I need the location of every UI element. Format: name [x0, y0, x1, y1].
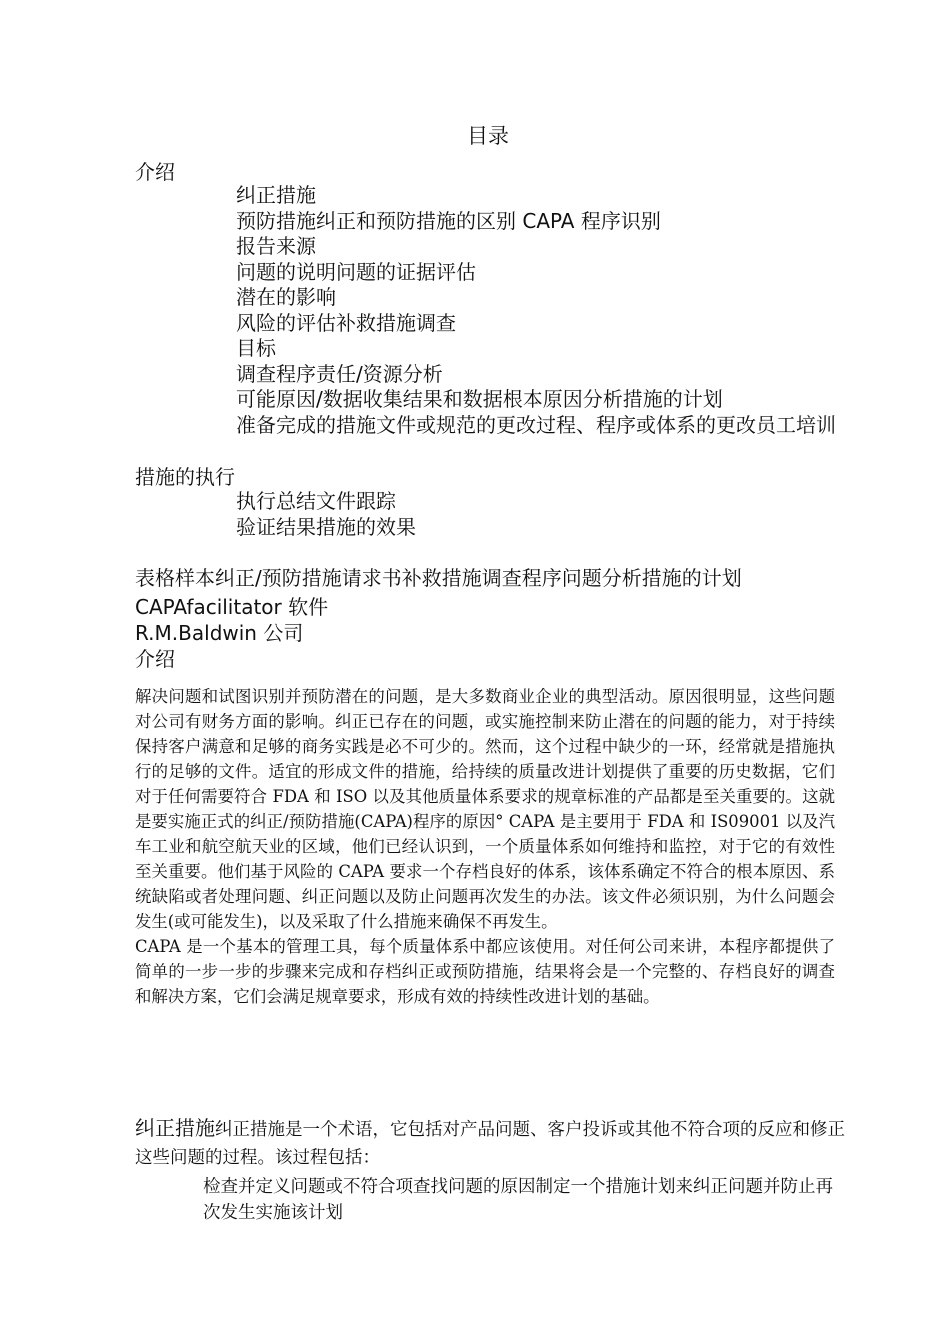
toc-intro-items — [236, 183, 846, 438]
corrective-action-text: 纠正措施是一个术语，它包括对产品问题、客户投诉或其他不符合项的反应和修正这些问题的过程。该过程包括： — [135, 1120, 845, 1168]
toc-section-execution: 措施的执行 — [135, 465, 235, 489]
toc-item: 预防措施纠正和预防措施的区别 CAPA 程序识别 — [236, 208, 661, 233]
toc-item: 目标 — [236, 336, 276, 360]
intro-paragraph-1: 解决问题和试图识别并预防潜在的问题，是大多数商业企业的典型活动。原因很明显，这些问题对公司有财务方面的影响。纠正已存在的问题，或实施控制来防止潜在的问题的能力，对于持续保持客户满意和足够的商务实践是必不可少的。然而，这个过程中缺少的一环，经常就是措施执行的足够的文件。适宜的形成文件的措施，给持续的质量改进计划提供了重要的历史数据，它们对于任何需要符合 FDA 和 ISO 以及其他质量体系要求的规章标准的产品都是至关重要的。这就是要实施正式的纠正/预防措施(CAPA)程序的原因° CAPA 是主要用于 FDA 和 IS09001 以及汽车工业和航空航天业的区域，他们已经认识到，一个质量体系如何维持和监控，对于它的有效性至关重要。他们基于风险的 CAPA 要求一个存档良好的体系，该体系确定不符合的根本原因、系统缺陷或者处理问题、纠正问题以及防止问题再次发生的办法。该文件必须识别，为什么问题会发生(或可能发生)，以及采取了什么措施来确保不再发生。 — [135, 687, 835, 931]
toc-item: 可能原因/数据收集结果和数据根本原因分析措施的计划 — [236, 387, 723, 411]
toc-item: 执行总结文件跟踪 — [236, 489, 396, 513]
toc-item: 风险的评估补救措施调查 — [236, 310, 456, 335]
toc-item: 纠正措施 — [236, 183, 316, 207]
toc-item: 潜在的影响 — [236, 285, 336, 309]
toc-item: 准备完成的措施文件或规范的更改过程、程序或体系的更改员工培训 — [236, 412, 836, 437]
intro-heading: 介绍 — [135, 647, 175, 671]
corrective-action-list: 检查并定义问题或不符合项查找问题的原因制定一个措施计划来纠正问题并防止再次发生实施该计划 — [203, 1177, 833, 1223]
toc-item: 验证结果措施的效果 — [236, 514, 416, 539]
toc-item: 报告来源 — [236, 234, 316, 258]
corrective-action-paragraph — [135, 1114, 845, 1172]
toc-item: 问题的说明问题的证据评估 — [236, 259, 476, 284]
toc-item: 调查程序责任/资源分析 — [236, 361, 443, 386]
toc-company-line: R.M.Baldwin 公司 — [135, 621, 304, 645]
corrective-action-heading: 纠正措施 — [135, 1116, 215, 1140]
toc-appendix-line: 表格样本纠正/预防措施请求书补救措施调查程序问题分析措施的计划 — [135, 566, 742, 590]
toc-software-line: CAPAfacilitator 软件 — [135, 595, 329, 619]
intro-body — [135, 684, 835, 1009]
toc-section-intro: 介绍 — [135, 160, 175, 184]
intro-paragraph-2: CAPA 是一个基本的管理工具，每个质量体系中都应该使用。对任何公司来讲，本程序都提供了简单的一步一步的步骤来完成和存档纠正或预防措施，结果将会是一个完整的、存档良好的调查和解决方案，它们会满足规章要求，形成有效的持续性改进计划的基础。 — [135, 937, 835, 1006]
toc-title: 目录 — [467, 124, 509, 148]
toc-execution-items — [236, 489, 846, 540]
